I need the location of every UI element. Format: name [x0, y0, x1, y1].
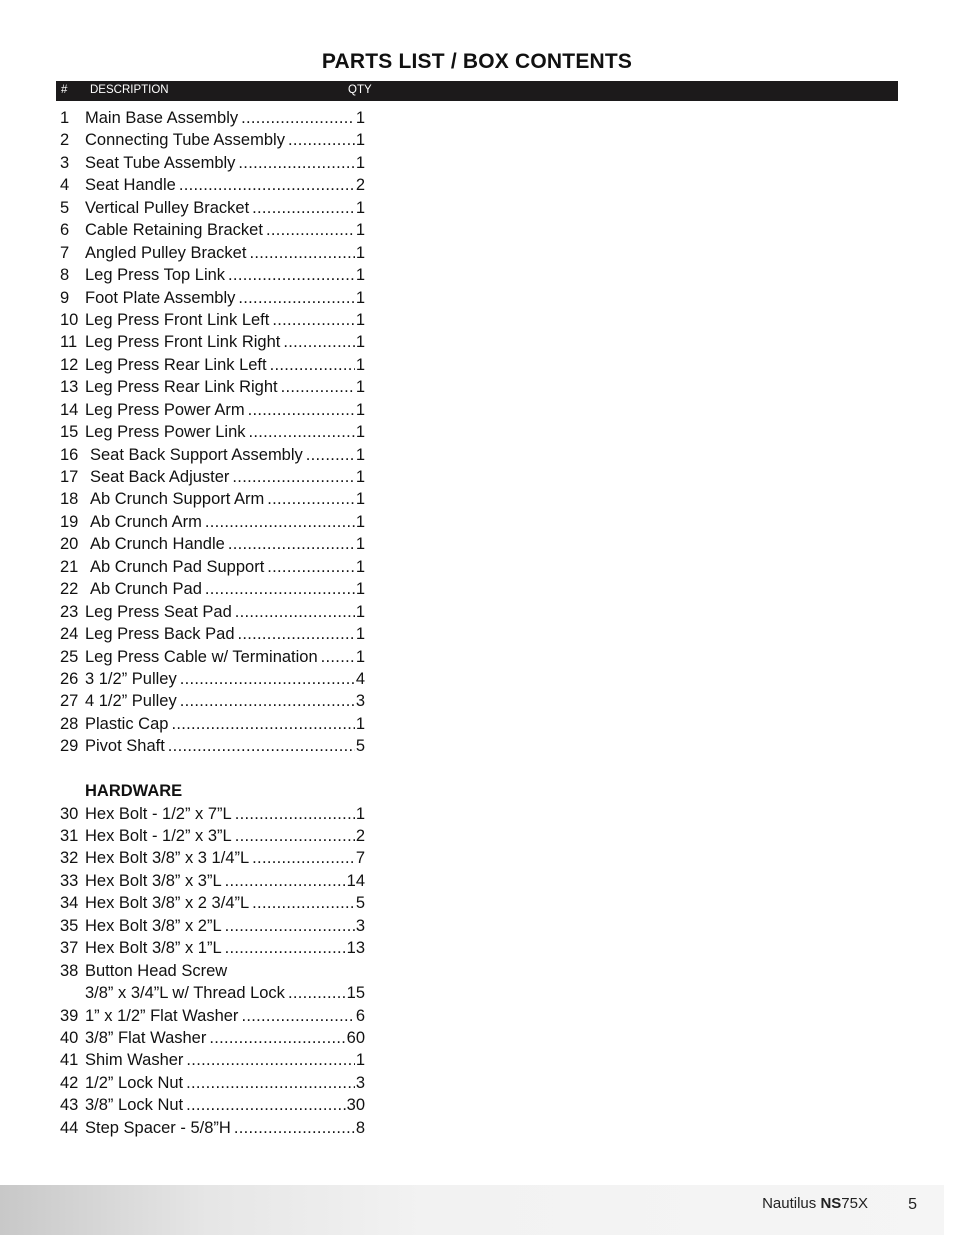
item-number: 19 — [60, 512, 79, 531]
item-qty: 3 — [355, 916, 365, 935]
dot-leader — [249, 242, 354, 264]
list-item — [60, 264, 365, 286]
item-number: 28 — [60, 714, 79, 733]
item-description: 3 1/2” Pulley — [85, 669, 177, 688]
item-description: 1/2” Lock Nut — [85, 1073, 184, 1092]
item-qty: 1 — [355, 131, 365, 150]
item-description: Leg Press Rear Link Left — [85, 355, 267, 374]
hardware-heading: HARDWARE — [85, 782, 183, 801]
item-qty: 4 — [355, 669, 365, 688]
item-number: 5 — [60, 198, 70, 217]
brand-prefix: Nautilus — [762, 1195, 817, 1212]
page-title: PARTS LIST / BOX CONTENTS — [321, 50, 633, 73]
item-description: 4 1/2” Pulley — [85, 692, 177, 711]
list-item — [60, 399, 365, 421]
parts-rows — [60, 107, 365, 758]
item-number: 18 — [60, 490, 79, 509]
item-number: 44 — [60, 1118, 79, 1137]
dot-leader — [288, 129, 355, 151]
item-number: 39 — [60, 1006, 79, 1025]
item-number: 2 — [60, 131, 70, 150]
dot-leader — [267, 556, 355, 578]
brand-label — [762, 1195, 868, 1212]
list-item — [60, 107, 365, 129]
dot-leader — [238, 623, 355, 645]
list-item — [60, 578, 365, 600]
dot-leader — [235, 825, 355, 847]
dot-leader — [225, 915, 355, 937]
item-number: 7 — [60, 243, 70, 262]
hardware-rows — [60, 803, 365, 1140]
item-description: Leg Press Power Arm — [85, 400, 245, 419]
item-qty: 1 — [355, 445, 365, 464]
list-item — [60, 623, 365, 645]
section-spacer — [60, 758, 365, 780]
dot-leader — [225, 870, 346, 892]
item-description: Leg Press Rear Link Right — [85, 378, 278, 397]
list-item — [60, 331, 365, 353]
list-item — [60, 668, 365, 690]
item-number: 20 — [60, 535, 79, 554]
list-item — [60, 601, 365, 623]
item-description: Hex Bolt 3/8” x 3 1/4”L — [85, 849, 250, 868]
item-description: Cable Retaining Bracket — [85, 221, 263, 240]
dot-leader — [249, 421, 355, 443]
item-number: 24 — [60, 625, 79, 644]
item-number: 42 — [60, 1073, 79, 1092]
dot-leader — [283, 331, 354, 353]
item-qty: 1 — [355, 221, 365, 240]
item-qty: 15 — [346, 984, 365, 1003]
item-number: 22 — [60, 580, 79, 599]
item-description: Button Head Screw — [85, 961, 228, 980]
item-qty: 1 — [355, 557, 365, 576]
list-item — [60, 174, 365, 196]
item-description: Seat Handle — [85, 176, 176, 195]
item-description: Seat Back Support Assembly — [90, 445, 303, 464]
list-item — [60, 690, 365, 712]
item-description: Vertical Pulley Bracket — [85, 198, 250, 217]
item-qty: 1 — [355, 535, 365, 554]
list-item — [60, 129, 365, 151]
header-description: DESCRIPTION — [90, 84, 169, 96]
list-item — [60, 960, 365, 982]
dot-leader — [270, 354, 355, 376]
item-description: Main Base Assembly — [85, 109, 239, 127]
item-number: 23 — [60, 602, 79, 621]
item-description: Pivot Shaft — [85, 737, 165, 756]
list-item — [60, 242, 365, 264]
list-item — [60, 444, 365, 466]
list-item — [60, 803, 365, 825]
list-item — [60, 825, 365, 847]
item-description: Shim Washer — [85, 1051, 184, 1070]
item-number: 12 — [60, 355, 79, 374]
item-number: 1 — [60, 109, 70, 127]
item-description: 3/8” x 3/4”L w/ Thread Lock — [85, 984, 285, 1003]
dot-leader — [186, 1072, 355, 1094]
item-description: Connecting Tube Assembly — [85, 131, 285, 150]
item-number: 27 — [60, 692, 79, 711]
item-qty: 1 — [355, 602, 365, 621]
item-number: 37 — [60, 939, 79, 958]
list-item — [60, 488, 365, 510]
list-item — [60, 1049, 365, 1071]
dot-leader — [238, 152, 354, 174]
parts-list — [60, 107, 365, 1139]
item-description: Step Spacer - 5/8”H — [85, 1118, 231, 1137]
item-qty: 1 — [355, 355, 365, 374]
item-description: Leg Press Power Link — [85, 423, 246, 442]
item-qty: 1 — [355, 333, 365, 352]
item-description: Angled Pulley Bracket — [85, 243, 247, 262]
item-number: 6 — [60, 221, 70, 240]
item-description: Seat Tube Assembly — [85, 153, 236, 172]
item-qty: 1 — [355, 580, 365, 599]
dot-leader — [281, 376, 355, 398]
item-description: Leg Press Top Link — [85, 266, 226, 285]
item-qty: 1 — [355, 288, 365, 307]
brand-model-bold: NS — [820, 1195, 842, 1212]
dot-leader — [180, 690, 355, 712]
list-item — [60, 1117, 365, 1139]
item-number: 29 — [60, 737, 79, 756]
item-qty: 14 — [346, 871, 365, 890]
dot-leader — [241, 107, 355, 129]
item-number: 4 — [60, 176, 70, 195]
list-item — [60, 915, 365, 937]
dot-leader — [205, 578, 355, 600]
item-description: 3/8” Lock Nut — [85, 1096, 184, 1115]
list-item — [60, 1072, 365, 1094]
list-item — [60, 354, 365, 376]
item-number: 17 — [60, 468, 79, 486]
list-item — [60, 1005, 365, 1027]
item-number: 30 — [60, 804, 79, 823]
list-item — [60, 533, 365, 555]
header-qty: QTY — [348, 84, 372, 96]
list-item — [60, 937, 365, 959]
item-description: Ab Crunch Pad Support — [90, 557, 265, 576]
item-description: Ab Crunch Handle — [90, 535, 225, 554]
item-description: Hex Bolt 3/8” x 3”L — [85, 871, 222, 890]
dot-leader — [228, 533, 355, 555]
list-item — [60, 870, 365, 892]
item-qty: 3 — [355, 692, 365, 711]
item-number: 13 — [60, 378, 79, 397]
dot-leader — [179, 174, 355, 196]
item-description: Hex Bolt - 1/2” x 3”L — [85, 827, 232, 845]
dot-leader — [267, 488, 355, 510]
item-qty: 13 — [346, 939, 365, 958]
dot-leader — [241, 1005, 354, 1027]
item-description: Hex Bolt 3/8” x 1”L — [85, 939, 222, 958]
list-item — [60, 892, 365, 914]
dot-leader — [209, 1027, 345, 1049]
dot-leader — [228, 264, 355, 286]
item-qty: 30 — [346, 1096, 365, 1115]
list-item — [60, 197, 365, 219]
item-number: 43 — [60, 1096, 79, 1115]
item-number: 34 — [60, 894, 79, 913]
brand-model-rest: 75X — [841, 1195, 868, 1212]
item-qty: 3 — [355, 1073, 365, 1092]
item-qty: 1 — [355, 153, 365, 172]
dot-leader — [186, 1049, 354, 1071]
dot-leader — [238, 287, 354, 309]
item-qty: 1 — [355, 714, 365, 733]
item-number: 38 — [60, 961, 79, 980]
item-number: 8 — [60, 266, 70, 285]
page-number: 5 — [908, 1196, 917, 1213]
dot-leader — [180, 668, 355, 690]
item-qty: 1 — [355, 1051, 365, 1070]
list-item — [60, 713, 365, 735]
item-description: Seat Back Adjuster — [90, 468, 230, 486]
list-item — [60, 847, 365, 869]
item-qty: 5 — [355, 737, 365, 756]
list-item — [60, 735, 365, 757]
item-number: 14 — [60, 400, 79, 419]
item-qty: 1 — [355, 310, 365, 329]
item-qty: 8 — [355, 1118, 365, 1137]
item-description: Ab Crunch Arm — [90, 512, 202, 531]
item-qty: 7 — [355, 849, 365, 868]
list-item — [60, 287, 365, 309]
item-description: Hex Bolt - 1/2” x 7”L — [85, 804, 232, 823]
item-qty: 1 — [355, 804, 365, 823]
item-number: 33 — [60, 871, 79, 890]
item-qty: 1 — [355, 647, 365, 666]
list-item — [60, 556, 365, 578]
item-description: Ab Crunch Pad — [90, 580, 202, 599]
item-qty: 1 — [355, 378, 365, 397]
list-item — [60, 1094, 365, 1116]
item-description: 1” x 1/2” Flat Washer — [85, 1006, 239, 1025]
item-number: 25 — [60, 647, 79, 666]
list-item — [60, 219, 365, 241]
item-description: Plastic Cap — [85, 714, 169, 733]
item-qty: 1 — [355, 198, 365, 217]
item-number: 32 — [60, 849, 79, 868]
item-qty: 1 — [355, 109, 365, 127]
item-number: 40 — [60, 1028, 79, 1047]
item-qty: 1 — [355, 625, 365, 644]
item-description: Hex Bolt 3/8” x 2”L — [85, 916, 222, 935]
dot-leader — [168, 735, 355, 757]
list-item — [60, 1027, 365, 1049]
item-number: 26 — [60, 669, 79, 688]
list-item — [60, 646, 365, 668]
item-qty: 1 — [355, 468, 365, 486]
item-qty: 1 — [355, 266, 365, 285]
table-header — [56, 81, 898, 101]
dot-leader — [306, 444, 355, 466]
item-qty: 5 — [355, 894, 365, 913]
item-description: Hex Bolt 3/8” x 2 3/4”L — [85, 894, 250, 913]
item-qty: 2 — [355, 176, 365, 195]
item-number: 41 — [60, 1051, 79, 1070]
item-description: Leg Press Back Pad — [85, 625, 235, 644]
dot-leader — [252, 892, 355, 914]
header-number: # — [61, 84, 68, 96]
item-description: Leg Press Front Link Right — [85, 333, 281, 352]
dot-leader — [252, 197, 355, 219]
dot-leader — [234, 1117, 355, 1139]
item-qty: 1 — [355, 243, 365, 262]
page-footer — [0, 1185, 944, 1235]
dot-leader — [252, 847, 355, 869]
item-description: 3/8” Flat Washer — [85, 1028, 207, 1047]
dot-leader — [235, 601, 355, 623]
dot-leader — [225, 937, 346, 959]
dot-leader — [235, 803, 355, 825]
item-number: 16 — [60, 445, 79, 464]
item-description: Leg Press Front Link Left — [85, 310, 270, 329]
list-item — [60, 376, 365, 398]
dot-leader — [321, 646, 355, 668]
item-qty: 1 — [355, 400, 365, 419]
item-qty: 6 — [355, 1006, 365, 1025]
item-qty: 1 — [355, 512, 365, 531]
item-number: 11 — [60, 333, 78, 352]
item-number: 31 — [60, 827, 79, 845]
item-qty: 60 — [346, 1028, 365, 1047]
item-number: 21 — [60, 557, 79, 576]
item-description: Ab Crunch Support Arm — [90, 490, 265, 509]
item-qty: 1 — [355, 423, 365, 442]
list-item — [60, 511, 365, 533]
list-item — [60, 466, 365, 488]
list-item — [60, 152, 365, 174]
dot-leader — [266, 219, 355, 241]
dot-leader — [272, 309, 354, 331]
item-number: 3 — [60, 153, 70, 172]
list-item — [60, 421, 365, 443]
item-description: Foot Plate Assembly — [85, 288, 236, 307]
dot-leader — [288, 982, 346, 1004]
list-item — [60, 982, 365, 1004]
list-item — [60, 309, 365, 331]
item-description: Leg Press Seat Pad — [85, 602, 232, 621]
dot-leader — [248, 399, 355, 421]
dot-leader — [232, 466, 354, 488]
dot-leader — [186, 1094, 346, 1116]
dot-leader — [205, 511, 355, 533]
item-qty: 1 — [355, 490, 365, 509]
item-number: 10 — [60, 310, 79, 329]
item-qty: 2 — [355, 827, 365, 845]
item-number: 35 — [60, 916, 79, 935]
item-number: 15 — [60, 423, 79, 442]
item-description: Leg Press Cable w/ Termination — [85, 647, 318, 666]
item-number: 9 — [60, 288, 70, 307]
dot-leader — [171, 713, 354, 735]
